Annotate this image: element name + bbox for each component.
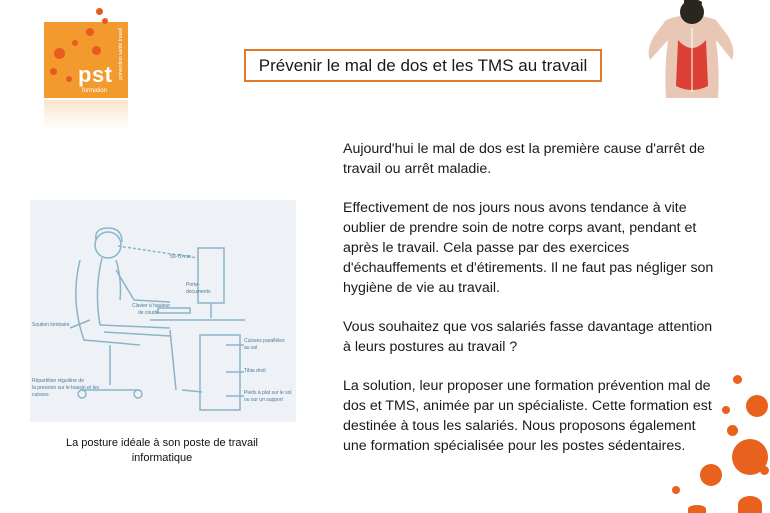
label-lombaire: Soutien lombaire [32, 322, 70, 328]
label-porte: Porte- [186, 282, 200, 288]
label-pieds-2: ou sur un support [244, 397, 283, 403]
logo-wordmark: pst [78, 62, 113, 87]
decorative-dot [746, 395, 768, 417]
logo-dot [102, 18, 108, 24]
company-logo [32, 10, 132, 125]
label-pieds-1: Pieds à plat sur le sol [244, 390, 292, 396]
label-cuisses: Cuisses parallèles [244, 338, 285, 344]
page-title: Prévenir le mal de dos et les TMS au travail [258, 55, 588, 75]
logo-dot [72, 40, 78, 46]
label-clavier: Clavier à hauteur [132, 303, 171, 309]
logo-dot [54, 48, 65, 59]
logo-dot [96, 8, 103, 15]
decorative-dot [760, 466, 769, 475]
figure-caption [40, 436, 284, 466]
label-cuisses-2: au sol [244, 345, 258, 351]
paragraph-3: Vous souhaitez que vos salariés fasse davantage attention à leurs postures au travail ? [343, 319, 713, 355]
logo-dot [92, 46, 101, 55]
caption-line-2: informatique [131, 452, 193, 464]
decorative-dot [672, 486, 680, 494]
decorative-dot [738, 496, 762, 513]
posture-illustration [30, 200, 296, 422]
label-tibia: Tibia droit [244, 368, 266, 374]
paragraph-2: Effectivement de nos jours nous avons tendance à vite oublier de prendre soin de notre corps avant, pendant et après le travail. Cela passe par des exercices d'échauffements et d'étirements. Il ne faut pas négliger son hygiène de vie au travail. [343, 200, 714, 296]
title-box [244, 49, 602, 82]
caption-line-1: La posture idéale à son poste de travail [65, 437, 259, 449]
back-pain-illustration [636, 0, 746, 100]
posture-diagram [30, 200, 296, 422]
back-pain-image [636, 0, 746, 100]
label-repartition-2: la pression sur le bassin et les [32, 385, 99, 391]
decorative-dot [688, 505, 706, 513]
body-text [343, 139, 718, 475]
label-distance: 50-70 cm [170, 254, 191, 260]
logo-dot [86, 28, 94, 36]
decorative-dot [727, 425, 738, 436]
paragraph-1: Aujourd'hui le mal de dos est la première cause d'arrêt de travail ou arrêt maladie. [343, 141, 705, 177]
label-porte-2: documents [186, 289, 211, 295]
logo-dot [66, 76, 72, 82]
logo-dot [50, 68, 57, 75]
label-clavier-2: de coude [138, 310, 159, 316]
decorative-dot [700, 464, 722, 486]
logo-subtitle: formation [82, 88, 108, 94]
decorative-dot [733, 375, 742, 384]
decorative-dot [722, 406, 730, 414]
logo-reflection [44, 100, 128, 130]
paragraph-4: La solution, leur proposer une formation prévention mal de dos et TMS, animée par un spécialiste. Cette formation est destinée à tous les salariés. Nous proposons également une formation spécialisée pour les postes sédentaires. [343, 378, 712, 454]
label-repartition-1: Répartition régulière de [32, 378, 84, 384]
label-repartition-3: cuisses [32, 392, 49, 398]
logo-vertical-text: prévention santé travail [118, 28, 124, 80]
